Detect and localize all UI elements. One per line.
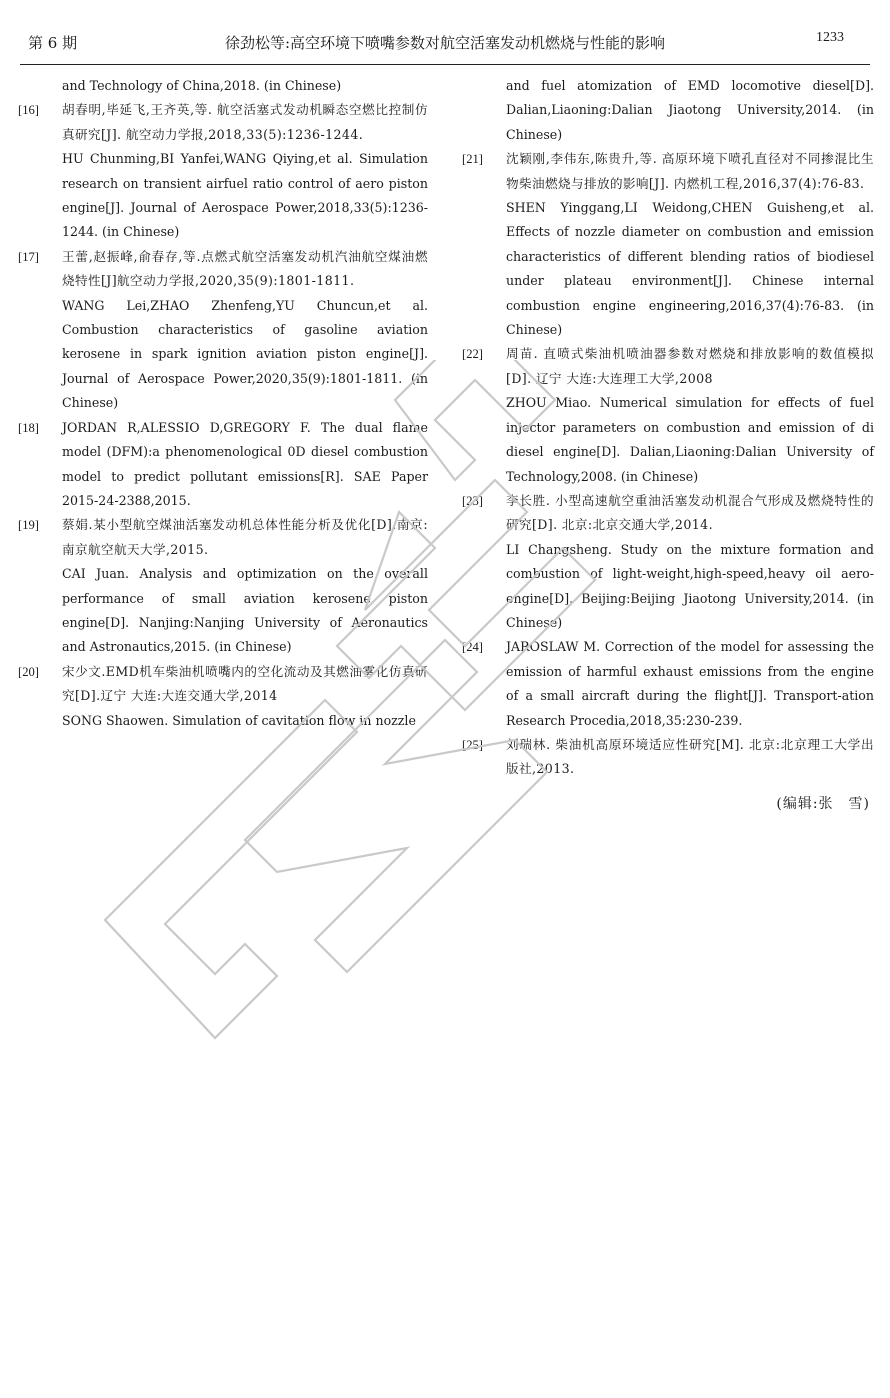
reference-en: LI Changsheng. Study on the mixture formation and combustion of light-weight,high-speed,heavy oil aero-engine[D]. Beijing:Beijing Jiaotong University,2014. (in Chinese) (506, 541, 874, 630)
reference-en: HU Chunming,BI Yanfei,WANG Qiying,et al. Simulation research on transient airfuel ratio control of aero piston engine[J]. Journal of Aerospace Power,2018,33(5):1236-1244. (in Chinese) (62, 151, 428, 240)
reference-zh: 宋少文.EMD机车柴油机喷嘴内的空化流动及其燃油雾化仿真研究[D].辽宁 大连:大连交通大学,2014 (62, 663, 428, 704)
reference-22 (462, 342, 874, 488)
reference-24 (462, 635, 874, 733)
reference-16 (18, 98, 428, 244)
page-number: 1233 (816, 30, 844, 45)
reference-zh: 沈颖刚,李伟东,陈贵升,等. 高原环境下喷孔直径对不同掺混比生物柴油燃烧与排放的影响[J]. 内燃机工程,2016,37(4):76-83. (506, 151, 874, 191)
reference-number: [23] (462, 493, 483, 508)
reference-17 (18, 245, 428, 416)
running-header (20, 24, 870, 65)
reference-number: [16] (18, 103, 39, 118)
reference-19 (18, 513, 428, 659)
reference-zh: 胡春明,毕延飞,王齐英,等. 航空活塞式发动机瞬态空燃比控制仿真研究[J]. 航空动力学报,2018,33(5):1236-1244. (62, 102, 428, 142)
continuation-text: and Technology of China,2018. (in Chinese) (62, 78, 342, 93)
reference-number: [18] (18, 420, 39, 435)
reference-zh: 刘瑞林. 柴油机高原环境适应性研究[M]. 北京:北京理工大学出版社,2013. (506, 736, 874, 777)
reference-zh: 周苗. 直喷式柴油机喷油器参数对燃烧和排放影响的数值模拟[D]. 辽宁 大连:大连理工大学,2008 (506, 346, 874, 386)
reference-zh: 蔡娟.某小型航空煤油活塞发动机总体性能分析及优化[D].南京:南京航空航天大学,2015. (62, 517, 428, 557)
watermark-letter-j (105, 700, 357, 1038)
reference-zh: 李长胜. 小型高速航空重油活塞发动机混合气形成及燃烧特性的研究[D]. 北京:北京交通大学,2014. (506, 492, 874, 533)
reference-number: [20] (18, 664, 39, 679)
editor-credit: (编辑:张 雪) (776, 795, 870, 812)
reference-number: [25] (462, 737, 483, 752)
reference-21 (462, 147, 874, 342)
reference-23 (462, 489, 874, 635)
reference-20 (18, 660, 428, 733)
reference-18 (18, 416, 428, 514)
reference-en: SONG Shaowen. Simulation of cavitation flow in nozzle (62, 712, 416, 728)
right-column (462, 74, 874, 816)
reference-en: WANG Lei,ZHAO Zhenfeng,YU Chuncun,et al. Combustion characteristics of gasoline aviation kerosene in spark ignition aviation piston engine[J]. Journal of Aerospace Power,2020,35(9):1801-1811. (in Chinese) (62, 297, 428, 411)
continuation-text: and fuel atomization of EMD locomotive diesel[D]. Dalian,Liaoning:Dalian Jiaotong University,2014. (in Chinese) (506, 78, 874, 142)
issue-label: 第 6 期 (28, 34, 78, 52)
reference-number: [17] (18, 249, 39, 264)
left-column (18, 74, 428, 733)
running-title: 徐劲松等:高空环境下喷嘴参数对航空活塞发动机燃烧与性能的影响 (224, 34, 666, 52)
reference-en: CAI Juan. Analysis and optimization on the overall performance of small aviation kerosene piston engine[D]. Nanjing:Nanjing University of Aeronautics and Astronautics,2015. (in Chinese) (62, 566, 428, 655)
reference-en: SHEN Yinggang,LI Weidong,CHEN Guisheng,et al. Effects of nozzle diameter on combustion and emission characteristics of different blending ratios of biodiesel under plateau environment[J]. Chinese internal combustion engine engineering,2016,37(4):76-83. (in Chinese) (506, 200, 874, 338)
reference-zh: 王蕾,赵振峰,俞春存,等.点燃式航空活塞发动机汽油航空煤油燃烧特性[J]航空动力学报,2020,35(9):1801-1811. (62, 248, 428, 289)
reference-number: [21] (462, 152, 483, 167)
reference-25 (462, 733, 874, 782)
reference-number: [22] (462, 347, 483, 362)
reference-en: ZHOU Miao. Numerical simulation for effects of fuel injector parameters on combustion and emission of di diesel engine[D]. Dalian,Liaoning:Dalian University of Technology,2008. (in Chinese) (506, 395, 874, 484)
reference-en: JAROSLAW M. Correction of the model for assessing the emission of harmful exhaust emissions from the engine of a small aircraft during the flight[J]. Transport-ation Research Procedia,2018,35:230-239. (506, 639, 874, 728)
reference-en: JORDAN R,ALESSIO D,GREGORY F. The dual flame model (DFM):a phenomenological 0D diesel combustion model to predict pollutant emissions[R]. SAE Paper 2015-24-2388,2015. (62, 419, 428, 508)
reference-number: [24] (462, 640, 483, 655)
reference-number: [19] (18, 518, 39, 533)
